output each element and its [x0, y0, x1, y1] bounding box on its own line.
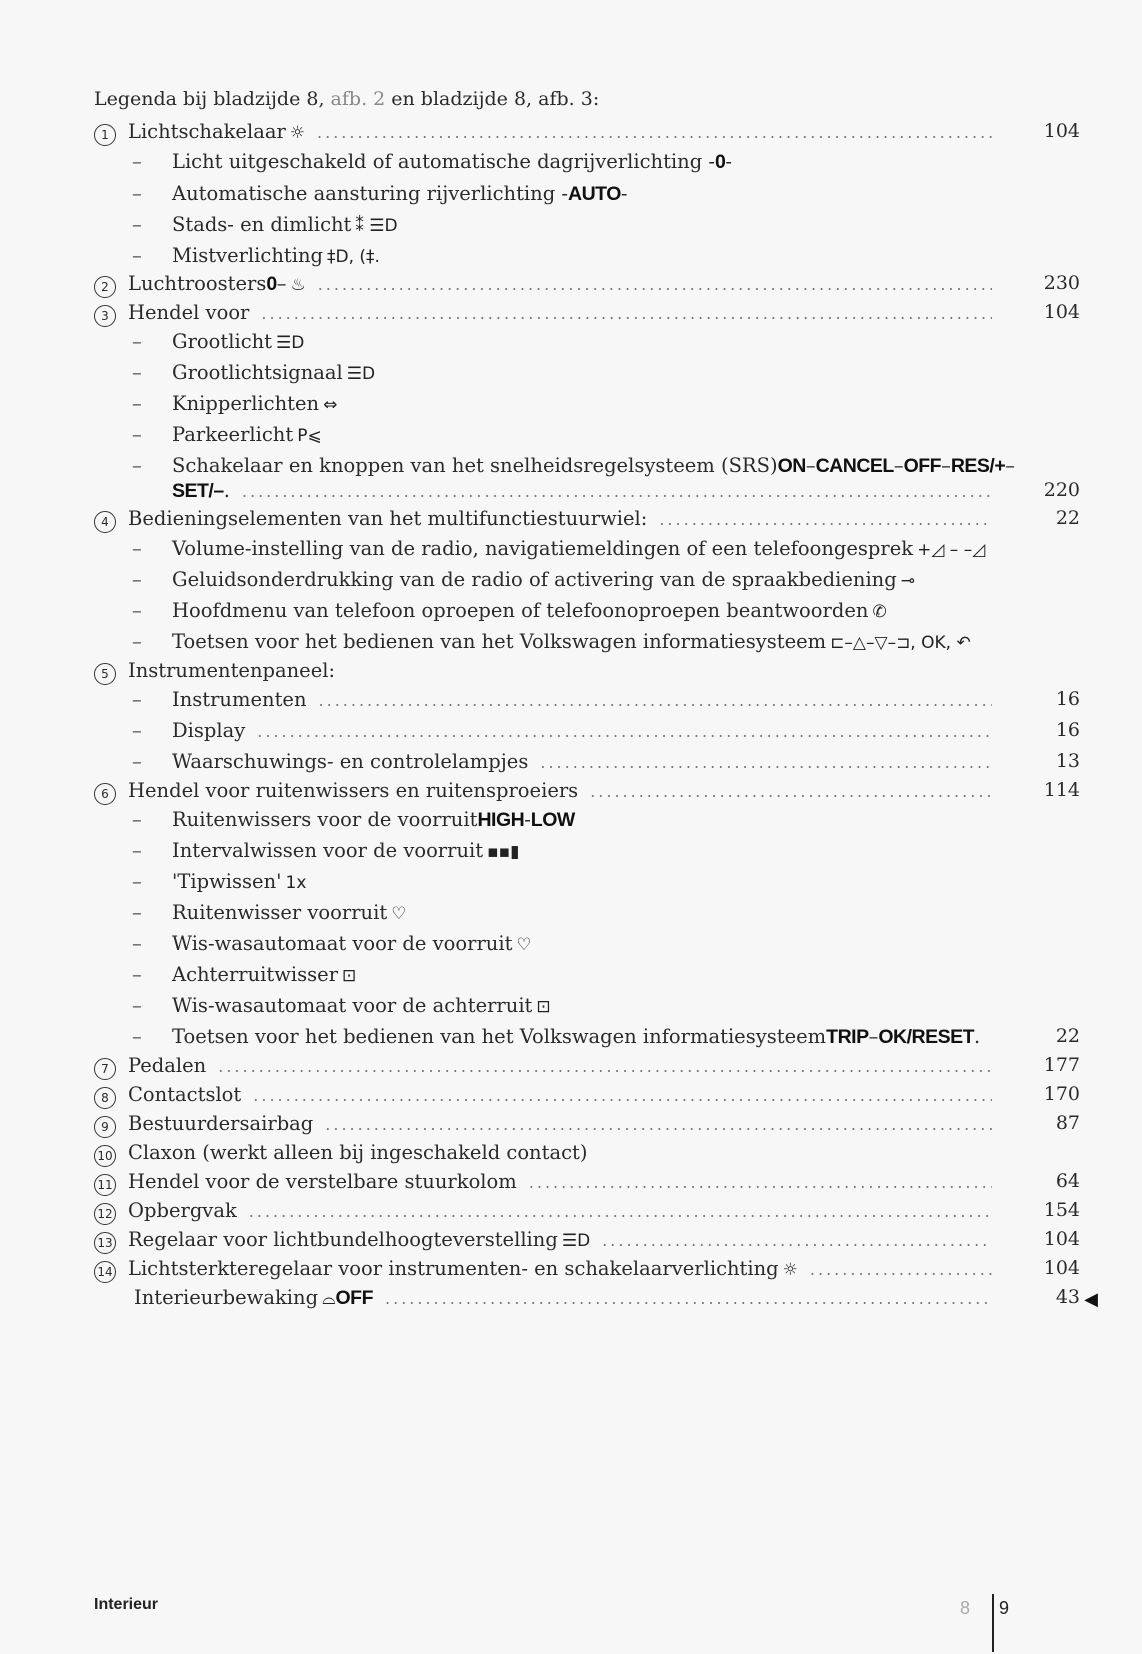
entry-label: Instrumentenpaneel:: [128, 659, 336, 682]
legend-entry: [94, 659, 1094, 689]
entry-label: Ruitenwisser voorruit: [172, 901, 388, 924]
symbol-icon: ⊡: [342, 966, 357, 986]
item-number-badge: 13: [94, 1232, 116, 1254]
symbol-separator: –: [1005, 454, 1015, 477]
entry-label: Licht uitgeschakeld of automatische dagrijverlichting -: [172, 150, 716, 173]
control-symbol: SET/–: [172, 480, 224, 502]
legend-entry: [94, 599, 1094, 629]
legend-entry: [94, 1228, 1080, 1258]
entry-label: Volume-instelling van de radio, navigatiemeldingen of een telefoongesprek: [172, 537, 914, 560]
item-number-badge: 8: [94, 1087, 116, 1109]
legend-entry: [94, 150, 1094, 180]
symbol-separator: -: [620, 182, 628, 205]
symbol-icon: ⇔: [323, 395, 338, 415]
page-number-left: 8: [960, 1598, 971, 1618]
page-reference: 64: [1055, 1170, 1080, 1192]
symbol-icon: 1x: [285, 873, 307, 893]
legend-entry: [94, 994, 1094, 1024]
page-reference: 154: [1043, 1199, 1080, 1221]
item-number-badge: 14: [94, 1261, 116, 1283]
legend-entry: [94, 1054, 1080, 1084]
legend-entry: [94, 182, 1094, 212]
item-number-badge: 1: [94, 124, 116, 146]
alarm-icon: ⌓: [322, 1289, 336, 1309]
legend-title: [94, 88, 599, 110]
dot-leader: [253, 1086, 992, 1105]
entry-label: Interieurbewaking: [134, 1286, 319, 1309]
legend-entry: [94, 213, 1094, 243]
symbol-separator: –: [276, 272, 287, 295]
symbol-separator: -: [725, 150, 732, 173]
control-symbol: LOW: [530, 809, 575, 831]
control-symbol: 0: [715, 151, 726, 173]
dot-leader: [540, 753, 992, 772]
page-divider: [992, 1594, 994, 1652]
legend-entry: [94, 330, 1094, 360]
entry-label: Instrumenten: [172, 688, 307, 711]
page-reference: 104: [1043, 1228, 1080, 1250]
item-number-badge: 3: [94, 305, 116, 327]
entry-label: Contactslot: [128, 1083, 242, 1106]
entry-label: Grootlichtsignaal: [172, 361, 343, 384]
item-number-badge: 4: [94, 511, 116, 533]
legend-entry: [94, 1141, 1094, 1171]
entry-label: Grootlicht: [172, 330, 273, 353]
list-dash: –: [132, 719, 142, 742]
control-symbol: CANCEL: [815, 455, 894, 477]
legend-entry: [94, 1199, 1080, 1229]
entry-label: Toetsen voor het bedienen van het Volkswagen informatiesysteem: [172, 630, 827, 653]
entry-label: Automatische aansturing rijverlichting -: [172, 182, 568, 205]
control-symbol: 0: [266, 273, 277, 295]
dot-leader: [218, 1057, 992, 1076]
legend-entry: [94, 361, 1094, 391]
legend-entry: [94, 392, 1094, 422]
legend-entry: [94, 301, 1080, 331]
legend-entry: [94, 244, 1094, 274]
entry-label: Parkeerlicht: [172, 423, 294, 446]
legend-entry: [94, 1170, 1080, 1200]
item-number-badge: 10: [94, 1145, 116, 1167]
symbol-separator: .: [223, 479, 230, 502]
entry-label: Opbergvak: [128, 1199, 237, 1222]
symbol-icon: ▪▪▮: [487, 842, 520, 862]
list-dash: –: [132, 423, 142, 446]
entry-label: Schakelaar en knoppen van het snelheidsregelsysteem (SRS): [172, 454, 778, 477]
page-reference: 16: [1055, 719, 1080, 741]
page-reference: 177: [1043, 1054, 1080, 1076]
dot-leader: [659, 510, 992, 529]
legend-entry: [94, 507, 1080, 537]
list-dash: –: [132, 150, 142, 173]
list-dash: –: [132, 688, 142, 711]
dot-leader: [325, 1115, 992, 1134]
legend-entry: [94, 750, 1080, 780]
page-reference: 114: [1043, 779, 1080, 801]
list-dash: –: [132, 330, 142, 353]
list-dash: –: [132, 963, 142, 986]
symbol-icon: ☰D: [561, 1231, 591, 1251]
symbol-icon: ⊸: [900, 571, 915, 591]
dot-leader: [257, 722, 992, 741]
dot-leader: [319, 691, 992, 710]
symbol-separator: –: [868, 1025, 879, 1048]
symbol-icon: ☼: [289, 123, 306, 143]
list-dash: –: [132, 213, 142, 236]
list-dash: –: [132, 392, 142, 415]
entry-label: Bedieningselementen van het multifunctiestuurwiel:: [128, 507, 648, 530]
page-reference: 104: [1043, 1257, 1080, 1279]
page-reference: 220: [1043, 479, 1080, 501]
legend-entry: [94, 1112, 1080, 1142]
list-dash: –: [132, 994, 142, 1017]
entry-label: Hendel voor: [128, 301, 250, 324]
entry-label: Geluidsonderdrukking van de radio of activering van de spraakbediening: [172, 568, 897, 591]
item-number-badge: 2: [94, 276, 116, 298]
dot-leader: [317, 123, 992, 142]
entry-label: Hoofdmenu van telefoon oproepen of telefoonoproepen beantwoorden: [172, 599, 869, 622]
legend-entry: [94, 1286, 1098, 1316]
legend-entry: [94, 272, 1080, 302]
page-reference: 104: [1043, 120, 1080, 142]
symbol-icon: ♨: [290, 275, 306, 295]
entry-label: Lichtsterkteregelaar voor instrumenten- en schakelaarverlichting: [128, 1257, 779, 1280]
entry-label: Ruitenwissers voor de voorruit: [172, 808, 478, 831]
entry-label: Achterruitwisser: [172, 963, 339, 986]
entry-label: Claxon (werkt alleen bij ingeschakeld contact): [128, 1141, 588, 1164]
dot-leader: [261, 304, 992, 323]
legend-entry: [94, 1083, 1080, 1113]
legend-entry: [94, 1257, 1080, 1287]
symbol-icon: ☼: [782, 1260, 798, 1280]
legend-entry: [94, 870, 1094, 900]
symbol-icon: ‡D, (‡.: [327, 247, 380, 267]
symbol-icon: ✆: [872, 602, 887, 622]
symbol-icon: ♡: [391, 904, 407, 924]
entry-label: Knipperlichten: [172, 392, 320, 415]
symbol-icon: ⁑ ☰D: [355, 216, 398, 236]
symbol-icon: ☰D: [346, 364, 376, 384]
dot-leader: [249, 1202, 992, 1221]
control-symbol: RES/+: [950, 455, 1006, 477]
continue-arrow-icon: ◀: [1084, 1289, 1098, 1310]
footer-page-numbers: [960, 1598, 1009, 1619]
legend-entry: [94, 963, 1094, 993]
entry-label: 'Tipwissen': [172, 870, 282, 893]
legend-entry: [94, 808, 1094, 838]
page-reference: 22: [1055, 507, 1080, 529]
list-dash: –: [132, 630, 142, 653]
dot-leader: [529, 1173, 992, 1192]
list-dash: –: [132, 839, 142, 862]
page-reference: 104: [1043, 301, 1080, 323]
legend-entry: [94, 120, 1080, 150]
symbol-icon: P⩽: [297, 426, 322, 446]
legend-title-afb: afb. 2: [330, 88, 386, 110]
entry-label: Display: [172, 719, 246, 742]
legend-entry: [94, 839, 1094, 869]
page-reference: 170: [1043, 1083, 1080, 1105]
symbol-icon: ♡: [516, 935, 532, 955]
entry-label: Lichtschakelaar: [128, 120, 286, 143]
list-dash: –: [132, 750, 142, 773]
symbol-separator: –: [805, 454, 816, 477]
footer-section-title: Interieur: [94, 1596, 159, 1613]
symbol-separator: .: [974, 1025, 981, 1048]
control-symbol: TRIP: [826, 1026, 869, 1048]
list-dash: –: [132, 599, 142, 622]
symbol-separator: -: [524, 808, 531, 831]
legend-entry: [94, 779, 1080, 809]
legend-entry: [94, 423, 1094, 453]
entry-label: Stads- en dimlicht: [172, 213, 352, 236]
legend-entry: [94, 537, 1094, 567]
entry-label: Luchtroosters: [128, 272, 267, 295]
entry-label: Waarschuwings- en controlelampjes: [172, 750, 529, 773]
dot-leader: [602, 1231, 992, 1250]
list-dash: –: [132, 537, 142, 560]
control-symbol: HIGH: [477, 809, 525, 831]
list-dash: –: [132, 454, 142, 477]
dot-leader: [590, 782, 992, 801]
dot-leader: [810, 1260, 992, 1279]
legend-entry: [94, 932, 1094, 962]
symbol-icon: ⊡: [536, 997, 551, 1017]
list-dash: –: [132, 1025, 142, 1048]
entry-label: Toetsen voor het bedienen van het Volkswagen informatiesysteem: [172, 1025, 827, 1048]
entry-label: Pedalen: [128, 1054, 207, 1077]
page-reference: 43 ◀: [1055, 1286, 1098, 1310]
page-reference: 16: [1055, 688, 1080, 710]
entry-label: Mistverlichting: [172, 244, 323, 267]
page-reference: 87: [1055, 1112, 1080, 1134]
control-symbol: ON: [777, 455, 806, 477]
legend-entry: [94, 688, 1080, 718]
legend-entry: [94, 1025, 1080, 1055]
legend-title-prefix: Legenda bij bladzijde 8,: [94, 88, 325, 110]
legend-entry: [94, 719, 1080, 749]
control-symbol: AUTO: [567, 183, 621, 205]
list-dash: –: [132, 870, 142, 893]
item-number-badge: 9: [94, 1116, 116, 1138]
list-dash: –: [132, 901, 142, 924]
legend-entry: [94, 901, 1094, 931]
symbol-icon: ⊏–△–▽–⊐, OK, ↶: [830, 633, 971, 653]
item-number-badge: 12: [94, 1203, 116, 1225]
entry-label: Hendel voor de verstelbare stuurkolom: [128, 1170, 517, 1193]
item-number-badge: 11: [94, 1174, 116, 1196]
item-number-badge: 6: [94, 783, 116, 805]
symbol-separator: –: [893, 454, 904, 477]
page-reference: 13: [1055, 750, 1080, 772]
entry-label: Wis-wasautomaat voor de voorruit: [172, 932, 513, 955]
legend-entry: [94, 568, 1094, 598]
legend-title-rest: en bladzijde 8, afb. 3:: [385, 88, 600, 110]
control-symbol: OFF: [903, 455, 942, 477]
list-dash: –: [132, 932, 142, 955]
dot-leader: [385, 1289, 992, 1308]
legend-entry: [94, 479, 1080, 509]
item-number-badge: 7: [94, 1058, 116, 1080]
dot-leader: [318, 275, 992, 294]
control-symbol: OK/RESET: [878, 1026, 975, 1048]
symbol-icon: ☰D: [276, 333, 305, 353]
page-reference: 230: [1043, 272, 1080, 294]
list-dash: –: [132, 361, 142, 384]
symbol-icon: +◿ – –◿: [917, 540, 986, 560]
entry-label: Bestuurdersairbag: [128, 1112, 314, 1135]
list-dash: –: [132, 808, 142, 831]
item-number-badge: 5: [94, 663, 116, 685]
page-reference: 22: [1055, 1025, 1080, 1047]
control-symbol: OFF: [335, 1287, 374, 1309]
symbol-separator: –: [941, 454, 951, 477]
entry-label: Regelaar voor lichtbundelhoogteverstelling: [128, 1228, 558, 1251]
list-dash: –: [132, 182, 142, 205]
entry-label: Hendel voor ruitenwissers en ruitensproeiers: [128, 779, 579, 802]
list-dash: –: [132, 568, 142, 591]
page-number-right: 9: [999, 1598, 1010, 1618]
entry-label: Wis-wasautomaat voor de achterruit: [172, 994, 533, 1017]
dot-leader: [242, 482, 992, 501]
legend-entry: [94, 630, 1094, 660]
list-dash: –: [132, 244, 142, 267]
entry-label: Intervalwissen voor de voorruit: [172, 839, 484, 862]
